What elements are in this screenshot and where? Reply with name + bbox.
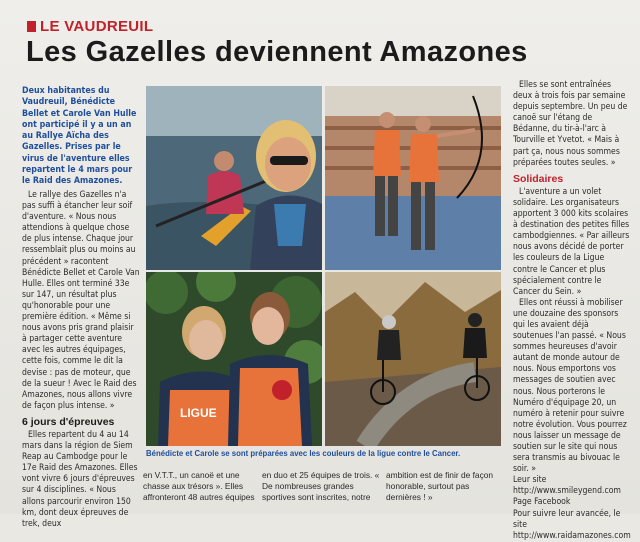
article-column-3	[513, 80, 631, 542]
col1-paragraph-2: Elles repartent du 4 au 14 mars dans la région de Siem Reap au Cambodge pour le 17e Raid des Amazones. Elles vont vivre 6 jours d'épreuves sur 4 disciplines. « Nous allons parcourir environ 150 km, dont deux épreuves de trek, deux	[22, 429, 138, 529]
photo-jerseys	[146, 272, 322, 446]
article-column-1	[22, 190, 140, 530]
col3-subheading: Solidaires	[513, 172, 564, 185]
section-text: LE VAUDREUIL	[40, 18, 154, 35]
col3-link-2: Page Facebook	[513, 497, 571, 508]
col1-paragraph-1: Le rallye des Gazelles n'a pas suffi à étancher leur soif d'aventure. « Nous nous attendions à quelque chose de plus intense. Chaque jour ressemblait plus ou moins au précédent » racontent Bénédicte Bellet et Carole Van Hulle. Elles ont terminé 33e sur 147, un résultat plus qu'honorable pour une première édition. « Même si nous avons pris grand plaisir à partager cette aventure avec les autres équipages, cette fois, comme le dit la devise : pas de moteur, que de la sueur ! Avec le Raid des Amazones, nous allons vivre de façon plus intense. »	[22, 190, 140, 411]
jersey-text: LIGUE	[180, 406, 217, 420]
section-square-icon	[27, 21, 36, 32]
bottom-col-a: en V.T.T., un canoë et une chasse aux trésors ». Elles affronteront 48 autres équipes	[143, 470, 255, 502]
col1-subheading: 6 jours d'épreuves	[22, 415, 115, 428]
bottom-col-b: en duo et 25 équipes de trois. « De nombreuses grandes sportives sont inscrites, notre	[262, 470, 380, 502]
col3-paragraph-3: Elles ont réussi à mobiliser une douzaine des sponsors qui les avaient déjà soutenues l'an passé. « Nous sommes heureuses d'avoir autant de monde autour de nous. Nous emportons vos messages de soutien avec nous. Nous porterons le Numéro d'équipage 20, un numéro à retenir pour suivre notre évolution. Vous pourrez nous laisser un message de soutien sur le site qui nous sera transmis au bivouac le soir. »	[513, 297, 627, 475]
col3-paragraph-2: L'aventure a un volet solidaire. Les organisateurs apportent 3 000 kits scolaires à destination des petites filles cambodgiennes. « Par ailleurs nous avons décidé de porter les couleurs de la Ligue contre le Cancer et plus spécialement contre le Cancer du Sein. »	[513, 186, 630, 297]
lead-paragraph	[22, 86, 140, 188]
photo-canoe	[146, 86, 322, 270]
photo-archery	[325, 86, 501, 270]
col3-link-3: Pour suivre leur avancée, le site http://www.raidamazones.com	[513, 508, 631, 541]
photo-caption: Bénédicte et Carole se sont préparées avec les couleurs de la ligue contre le Cancer.	[146, 449, 461, 458]
col3-paragraph-1: Elles se sont entraînées deux à trois fois par semaine depuis septembre. Un peu de canoë sur l'étang de Bédanne, du tir-à-l'arc à Tourville et Yvetot. « Mais à part ça, nous nous sommes préparées toutes seules. »	[513, 80, 628, 168]
headline: Les Gazelles deviennent Amazones	[26, 36, 528, 68]
photo-vtt	[325, 272, 501, 446]
col3-link-1: Leur site http://www.smileygend.com	[513, 475, 621, 497]
bottom-col-c: ambition est de finir de façon honorable, surtout pas dernières ! »	[386, 470, 494, 502]
lead-text: Deux habitantes du Vaudreuil, Bénédicte Bellet et Carole Van Hulle ont participé il y a un an au Rallye Aïcha des Gazelles. Prises par le virus de l'aventure elles repartent le 4 mars pour le Raid des Amazones.	[22, 86, 137, 187]
section-label	[27, 18, 153, 35]
